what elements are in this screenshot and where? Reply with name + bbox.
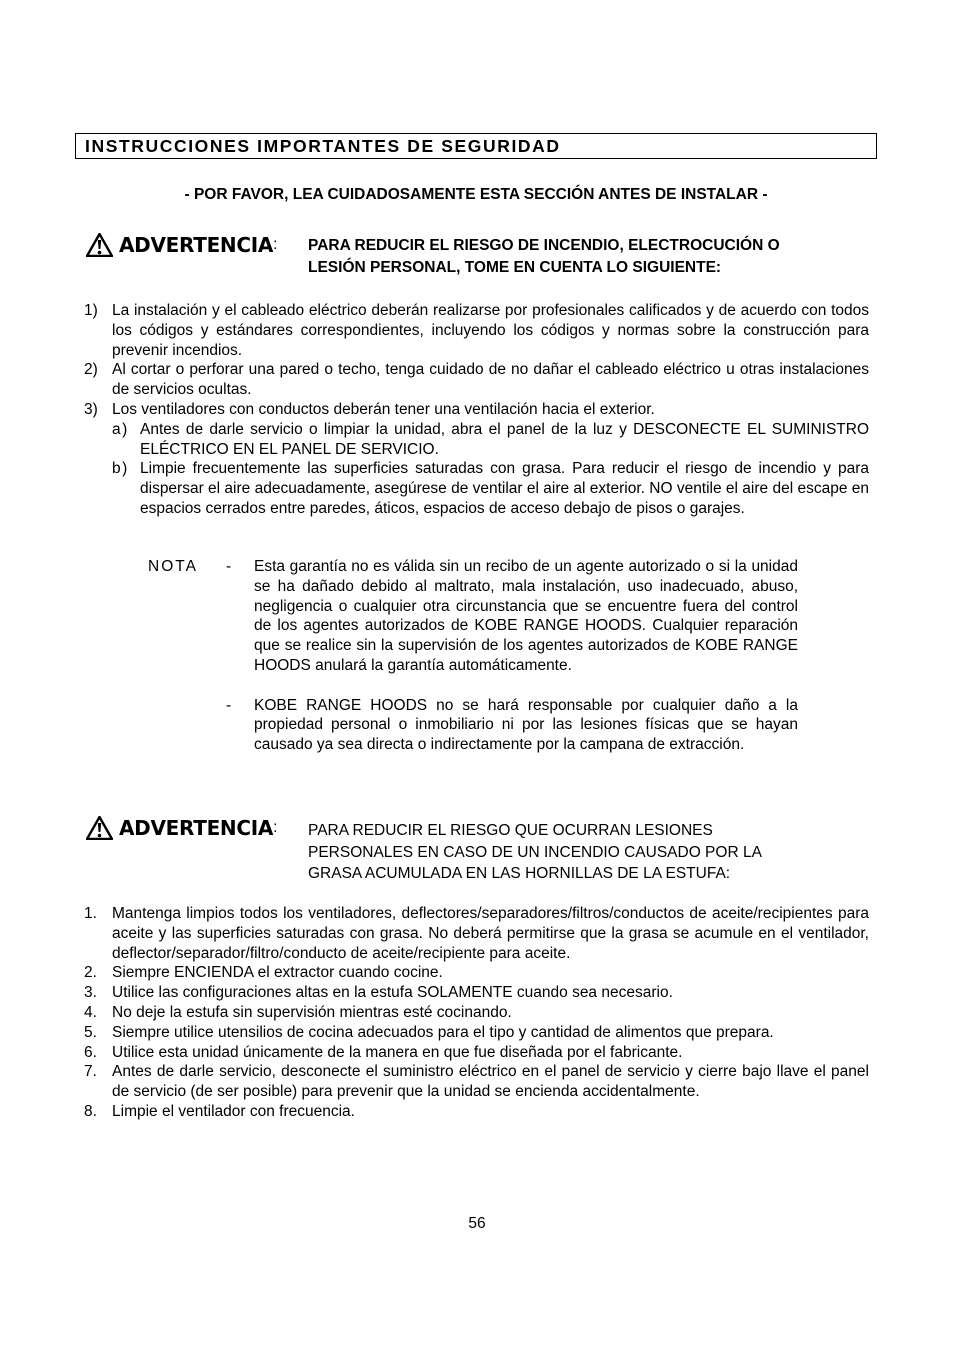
list-number: 3) xyxy=(84,400,98,418)
page-number: 56 xyxy=(468,1215,486,1232)
list-text: Utilice las configuraciones altas en la estufa SOLAMENTE cuando sea necesario. xyxy=(112,984,673,1002)
sub-list-text: Antes de darle servicio o limpiar la unidad, abra el panel de la luz y DESCONECTE EL SUMINISTRO ELÉCTRICO EN EL PANEL DE SERVICIO. xyxy=(140,420,869,458)
list-item xyxy=(84,400,869,519)
warning-text-line: LESIÓN PERSONAL, TOME EN CUENTA LO SIGUIENTE: xyxy=(308,259,722,276)
list-text: Utilice esta unidad únicamente de la manera en que fue diseñada por el fabricante. xyxy=(112,1043,683,1061)
sub-list-item xyxy=(112,420,869,460)
list-item xyxy=(84,983,869,1003)
list-text: Los ventiladores con conductos deberán tener una ventilación hacia el exterior. xyxy=(112,400,655,418)
list-number: 1. xyxy=(84,905,97,922)
sub-list-letter: b) xyxy=(112,460,129,478)
section-subtitle: - POR FAVOR, LEA CUIDADOSAMENTE ESTA SECCIÓN ANTES DE INSTALAR - xyxy=(184,186,768,203)
list-item xyxy=(84,1003,869,1023)
warning-colon: : xyxy=(273,236,278,253)
safety-list-2 xyxy=(84,904,869,1122)
warning-text xyxy=(308,820,828,885)
list-item xyxy=(84,1023,869,1043)
list-item xyxy=(84,301,869,360)
list-text: No deje la estufa sin supervisión mientras esté cocinando. xyxy=(112,1003,512,1021)
warning-text-line: GRASA ACUMULADA EN LAS HORNILLAS DE LA ESTUFA: xyxy=(308,865,731,882)
list-item xyxy=(84,1043,869,1063)
warning-label: ADVERTENCIA xyxy=(119,233,274,257)
nota-text: KOBE RANGE HOODS no se hará responsable por cualquier daño a la propiedad personal o inmobiliario ni por las lesiones físicas que se hayan causado ya sea directa o indirectamente por la campana de extracción. xyxy=(254,696,798,754)
list-item xyxy=(84,360,869,400)
warning-triangle-icon xyxy=(86,233,113,257)
sub-list-text: Limpie frecuentemente las superficies saturadas con grasa. Para reducir el riesgo de incendio y para dispersar el aire adecuadamente, asegúrese de ventilar el aire al exterior. NO ventile el aire del escape en espacios cerrados entre paredes, áticos, espacios de acceso debajo de pisos o garajes. xyxy=(140,460,869,517)
list-item xyxy=(84,963,869,983)
nota-dash: - xyxy=(226,558,232,575)
list-number: 4. xyxy=(84,1003,97,1021)
list-number: 6. xyxy=(84,1043,97,1061)
nota-block xyxy=(148,557,798,755)
warning-colon: : xyxy=(273,819,278,836)
nota-label: NOTA xyxy=(148,558,198,575)
warning-text-line: PARA REDUCIR EL RIESGO QUE OCURRAN LESIONES xyxy=(308,822,713,839)
list-item xyxy=(84,1102,869,1122)
list-item xyxy=(84,904,869,963)
list-number: 8. xyxy=(84,1102,97,1120)
list-number: 2) xyxy=(84,361,98,379)
list-number: 3. xyxy=(84,984,97,1002)
list-text: Limpie el ventilador con frecuencia. xyxy=(112,1102,355,1120)
list-number: 1) xyxy=(84,302,98,319)
nota-item xyxy=(148,696,798,755)
sub-list-item xyxy=(112,459,869,518)
warning-text xyxy=(308,235,869,279)
list-number: 2. xyxy=(84,964,97,982)
section-title: INSTRUCCIONES IMPORTANTES DE SEGURIDAD xyxy=(75,133,877,159)
list-text: Al cortar o perforar una pared o techo, tenga cuidado de no dañar el cableado eléctrico u otras instalaciones de servicios ocultas. xyxy=(112,361,869,399)
warning-text-line: PERSONALES EN CASO DE UN INCENDIO CAUSADO POR LA xyxy=(308,843,762,861)
list-text: Siempre utilice utensilios de cocina adecuados para el tipo y cantidad de alimentos que prepara. xyxy=(112,1023,774,1041)
list-number: 7. xyxy=(84,1063,97,1081)
warning-triangle-icon xyxy=(86,816,113,840)
list-text: Siempre ENCIENDA el extractor cuando cocine. xyxy=(112,964,443,982)
list-text: Antes de darle servicio, desconecte el suministro eléctrico en el panel de servicio y cierre bajo llave el panel de servicio (de ser posible) para prevenir que la unidad se encienda accidentalmente. xyxy=(112,1063,869,1101)
nota-text: Esta garantía no es válida sin un recibo de un agente autorizado o si la unidad se ha dañado debido al maltrato, mala instalación, uso inadecuado, abuso, negligencia o cualquier otra circunstancia que se encuentre fuera del control de los agentes autorizados de KOBE RANGE HOODS. Cualquier reparación que se realice sin la supervisión de los agentes autorizados de KOBE RANGE HOODS anulará la garantía automáticamente. xyxy=(254,558,798,674)
warning-text-line: PARA REDUCIR EL RIESGO DE INCENDIO, ELECTROCUCIÓN O xyxy=(308,237,780,254)
list-item xyxy=(84,1062,869,1102)
list-number: 5. xyxy=(84,1023,97,1041)
safety-list-1 xyxy=(84,301,869,519)
nota-item xyxy=(148,557,798,676)
nota-dash: - xyxy=(226,696,232,714)
warning-label: ADVERTENCIA xyxy=(119,816,274,840)
list-text: La instalación y el cableado eléctrico deberán realizarse por profesionales calificados y de acuerdo con todos los códigos y estándares correspondientes, incluyendo los códigos y normas sobre la construcción para prevenir incendios. xyxy=(112,302,869,359)
list-text: Mantenga limpios todos los ventiladores, deflectores/separadores/filtros/conductos de aceite/recipientes para aceite y las superficies saturadas con grasa. No deberá permitirse que la grasa se acumule en el ventilador, deflector/separador/filtro/conducto de aceite/recipiente para aceite. xyxy=(112,905,869,962)
sub-list-letter: a) xyxy=(112,420,129,438)
